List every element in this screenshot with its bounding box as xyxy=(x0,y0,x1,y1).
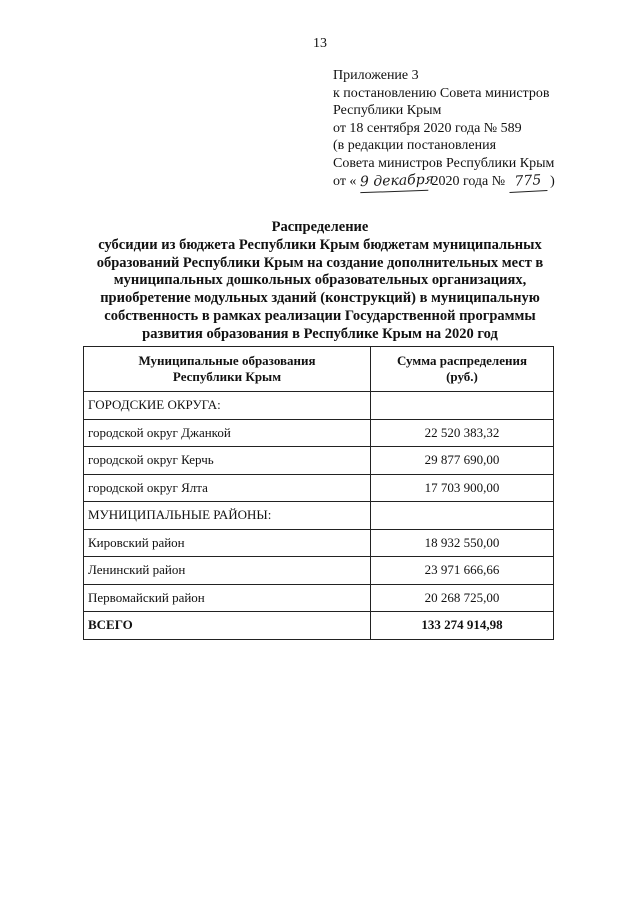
appendix-header xyxy=(333,67,623,191)
table-row xyxy=(84,557,554,585)
row-name: Кировский район xyxy=(84,529,371,557)
appendix-line: Республики Крым xyxy=(333,103,442,119)
handwritten-date: 9 декабря xyxy=(360,171,429,192)
title-line: образований Республики Крым на создание дополнительных мест в xyxy=(96,254,544,271)
row-amount: 22 520 383,32 xyxy=(371,419,554,447)
table-row xyxy=(84,502,554,530)
title-line: развития образования в Республике Крым на 2020 год xyxy=(142,325,498,342)
handwritten-number: 775 xyxy=(508,172,547,193)
appendix-line: Приложение 3 xyxy=(333,68,419,83)
header-text: (руб.) xyxy=(446,369,478,384)
total-amount: 133 274 914,98 xyxy=(371,612,554,640)
row-name: городской округ Джанкой xyxy=(84,419,371,447)
appendix-line: Совета министров Республики Крым xyxy=(333,155,555,171)
row-amount: 20 268 725,00 xyxy=(371,584,554,612)
table-row xyxy=(84,447,554,475)
header-text: Сумма распределения xyxy=(396,353,527,368)
appendix-line: от 18 сентября 2020 года № 589 xyxy=(333,120,522,136)
row-name: Ленинский район xyxy=(84,557,371,585)
table-row xyxy=(84,392,554,420)
table-row xyxy=(84,584,554,612)
distribution-table xyxy=(83,346,554,640)
total-row xyxy=(84,612,554,640)
amendment-year: 2020 года № xyxy=(431,173,506,189)
row-name: городской округ Керчь xyxy=(84,447,371,475)
table-row xyxy=(84,419,554,447)
table-row xyxy=(84,529,554,557)
row-amount xyxy=(371,392,554,420)
appendix-line: к постановлению Совета министров xyxy=(333,85,550,101)
row-amount xyxy=(371,502,554,530)
page-number: 13 xyxy=(313,36,327,51)
row-name: ГОРОДСКИЕ ОКРУГА: xyxy=(84,392,371,420)
column-header-municipality xyxy=(84,347,371,392)
table-row xyxy=(84,474,554,502)
total-label: ВСЕГО xyxy=(84,612,371,640)
title-line: муниципальных дошкольных образовательных организациях, xyxy=(113,272,527,289)
header-text: Республики Крым xyxy=(172,369,282,384)
amendment-line xyxy=(333,173,623,192)
title-line: субсидии из бюджета Республики Крым бюджетам муниципальных xyxy=(98,236,542,253)
amendment-suffix: ) xyxy=(550,173,555,189)
title-line: приобретение модульных зданий (конструкций) в муниципальную xyxy=(100,290,540,307)
header-text: Муниципальные образования xyxy=(138,353,316,368)
title-line: собственность в рамках реализации Государственной программы xyxy=(104,307,536,324)
row-amount: 17 703 900,00 xyxy=(371,474,554,502)
document-title xyxy=(60,219,580,344)
appendix-line: (в редакции постановления xyxy=(333,138,497,154)
title-line: Распределение xyxy=(271,219,369,235)
amendment-prefix: от « xyxy=(333,173,357,189)
row-amount: 18 932 550,00 xyxy=(371,529,554,557)
table-header-row xyxy=(84,347,554,392)
row-amount: 29 877 690,00 xyxy=(371,447,554,475)
row-name: городской округ Ялта xyxy=(84,474,371,502)
row-amount: 23 971 666,66 xyxy=(371,557,554,585)
row-name: МУНИЦИПАЛЬНЫЕ РАЙОНЫ: xyxy=(84,502,371,530)
row-name: Первомайский район xyxy=(84,584,371,612)
column-header-amount xyxy=(371,347,554,392)
